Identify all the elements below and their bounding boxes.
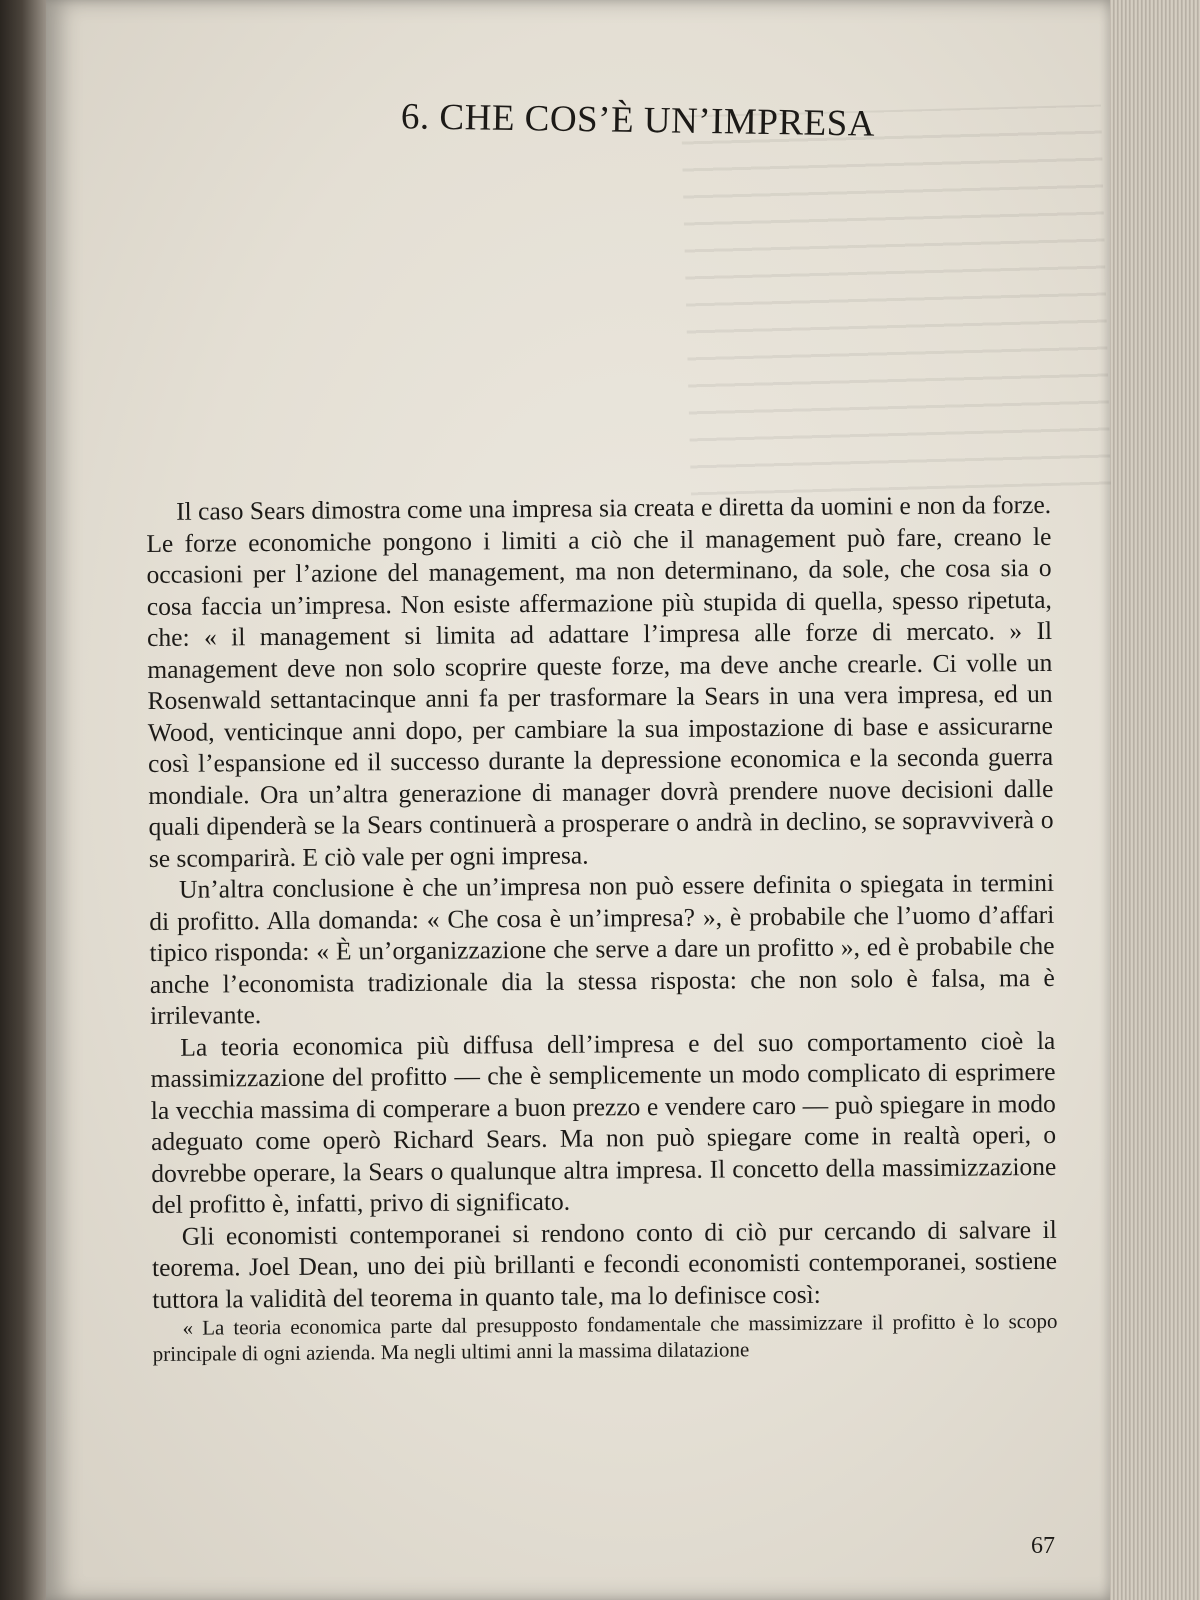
book-page [46, 0, 1110, 1600]
paragraph: Il caso Sears dimostra come una impresa sia creata e diretta da uomini e non da forze. Le forze economiche pongono i limiti a ciò che il management può fare, creano le occasioni per l’azione del management, ma non determinano, da sole, che cosa sia o cosa faccia un’impresa. Non esiste affermazione più stupida di quella, spesso ripetuta, che: « il management si limita ad adattare l’impresa alle forze di mercato. » Il management deve non solo scoprire queste forze, ma deve anche crearle. Ci volle un Rosenwald settantacinque anni fa per trasformare la Sears in una vera impresa, ed un Wood, venticinque anni dopo, per cambiare la sua impostazione di base e assicurarne così l’espansione ed il successo durante la depressione economica e la seconda guerra mondiale. Ora un’altra generazione di manager dovrà prendere nuove decisioni dalle quali dipenderà se la Sears continuerà a prosperare o andrà in declino, se sopravviverà o se scomparirà. E ciò vale per ogni impresa. [146, 489, 1054, 873]
chapter-title: 6. CHE COS’È UN’IMPRESA [400, 96, 876, 145]
body-text [146, 489, 1058, 1367]
paragraph: La teoria economica più diffusa dell’impresa e del suo comportamento cioè la massimizzazione del profitto — che è semplicemente un modo complicato di esprimere la vecchia massima di comperare a buon prezzo e vendere caro — può spiegare in modo adeguato come operò Richard Sears. Ma non può spiegare come in realtà operi, o dovrebbe operare, la Sears o qualunque altra impresa. Il concetto della massimizzazione del profitto è, infatti, privo di significato. [150, 1025, 1057, 1219]
show-through-text [681, 105, 1111, 496]
page-number: 67 [1031, 1533, 1055, 1559]
paragraph: Un’altra conclusione è che un’impresa non può essere definita o spiegata in termini di profitto. Alla domanda: « Che cosa è un’impresa? », è probabile che l’uomo d’affari tipico risponda: « È un’organizzazione che serve a dare un profitto », ed è probabile che anche l’economista tradizionale dia la stessa risposta: che non solo è falsa, ma è irrilevante. [149, 867, 1055, 1030]
paragraph: Gli economisti contemporanei si rendono conto di ciò pur cercando di salvare il teorema. Joel Dean, uno dei più brillanti e fecondi economisti contemporanei, sostiene tuttora la validità del teorema in quanto tale, ma lo definisce così: [151, 1214, 1058, 1314]
block-quote: « La teoria economica parte dal presupposto fondamentale che massimizzare il profitto è lo scopo principale di ogni azienda. Ma negli ultimi anni la massima dilatazione [152, 1308, 1058, 1366]
